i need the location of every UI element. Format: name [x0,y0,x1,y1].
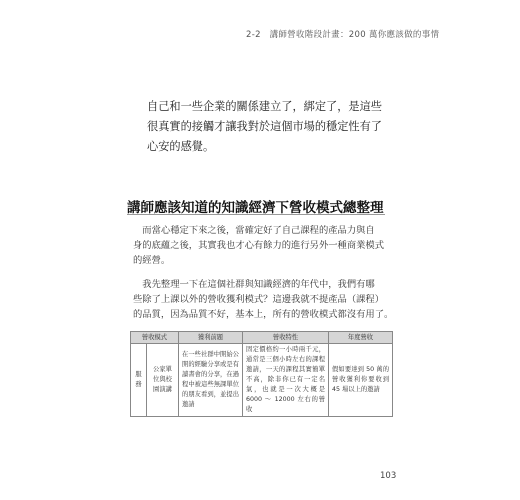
header-cell: 獲利前題 [179,332,243,344]
paragraph-line: 身的底蘊之後，其實我也才心有餘力的進行另外一種商業模式 [133,240,385,252]
annual-revenue-cell: 假如要達到 50 萬的營收獲利你要收到 45 場以上的邀請 [329,344,393,417]
paragraph-line: 些除了上課以外的營收獲利模式？這邊我就不提產品（課程） [133,294,385,306]
quote-line: 自己和一些企業的關係建立了，綁定了，是這些 [147,100,382,113]
model-cell: 公家單位與校園演講 [147,344,179,417]
quote-line: 很真實的接觸才讓我對於這個市場的穩定性有了 [147,120,382,133]
premise-cell: 在一些社群中開始公開的經驗分享或是有讀書會的分享，在過程中被這些無課單位的朋友看到，並提出邀請 [179,344,243,417]
paragraph-line: 的經營。 [133,255,171,267]
header-cell: 營收特性 [243,332,329,344]
paragraph-line: 我先整理一下在這個社群與知識經濟的年代中，我們有哪 [133,279,375,290]
table-header-row [131,332,393,344]
table-row [131,344,393,417]
paragraph-2 [133,277,394,323]
quote-line: 心安的感覺。 [147,140,215,153]
characteristics-cell: 固定價格約一小時兩千元，通常是三個小時左右的課程邀請，一天的課程其實簡單不高，除非你已有一定名氣，也就是一次大概是 6000 ～ 12000 左右的營收 [243,344,329,417]
header-cell: 年度營收 [329,332,393,344]
paragraph-line: 的品質，因為品質不好，基本上，所有的營收模式都沒有用了。 [133,309,394,321]
revenue-table [130,331,392,417]
paragraph-line: 而當心穩定下來之後，當確定好了自己課程的產品力與自 [133,225,375,236]
header-cell: 營收模式 [131,332,179,344]
quote-block [147,97,387,157]
section-title: 講師應該知道的知識經濟下營收模式總整理 [127,200,384,216]
running-header: 2-2 講師營收階段計畫：200 萬你應該做的事情 [246,30,440,40]
title-underline [127,214,385,215]
page-number: 103 [380,471,397,481]
paragraph-1 [133,223,391,269]
category-cell: 服務 [131,344,147,417]
